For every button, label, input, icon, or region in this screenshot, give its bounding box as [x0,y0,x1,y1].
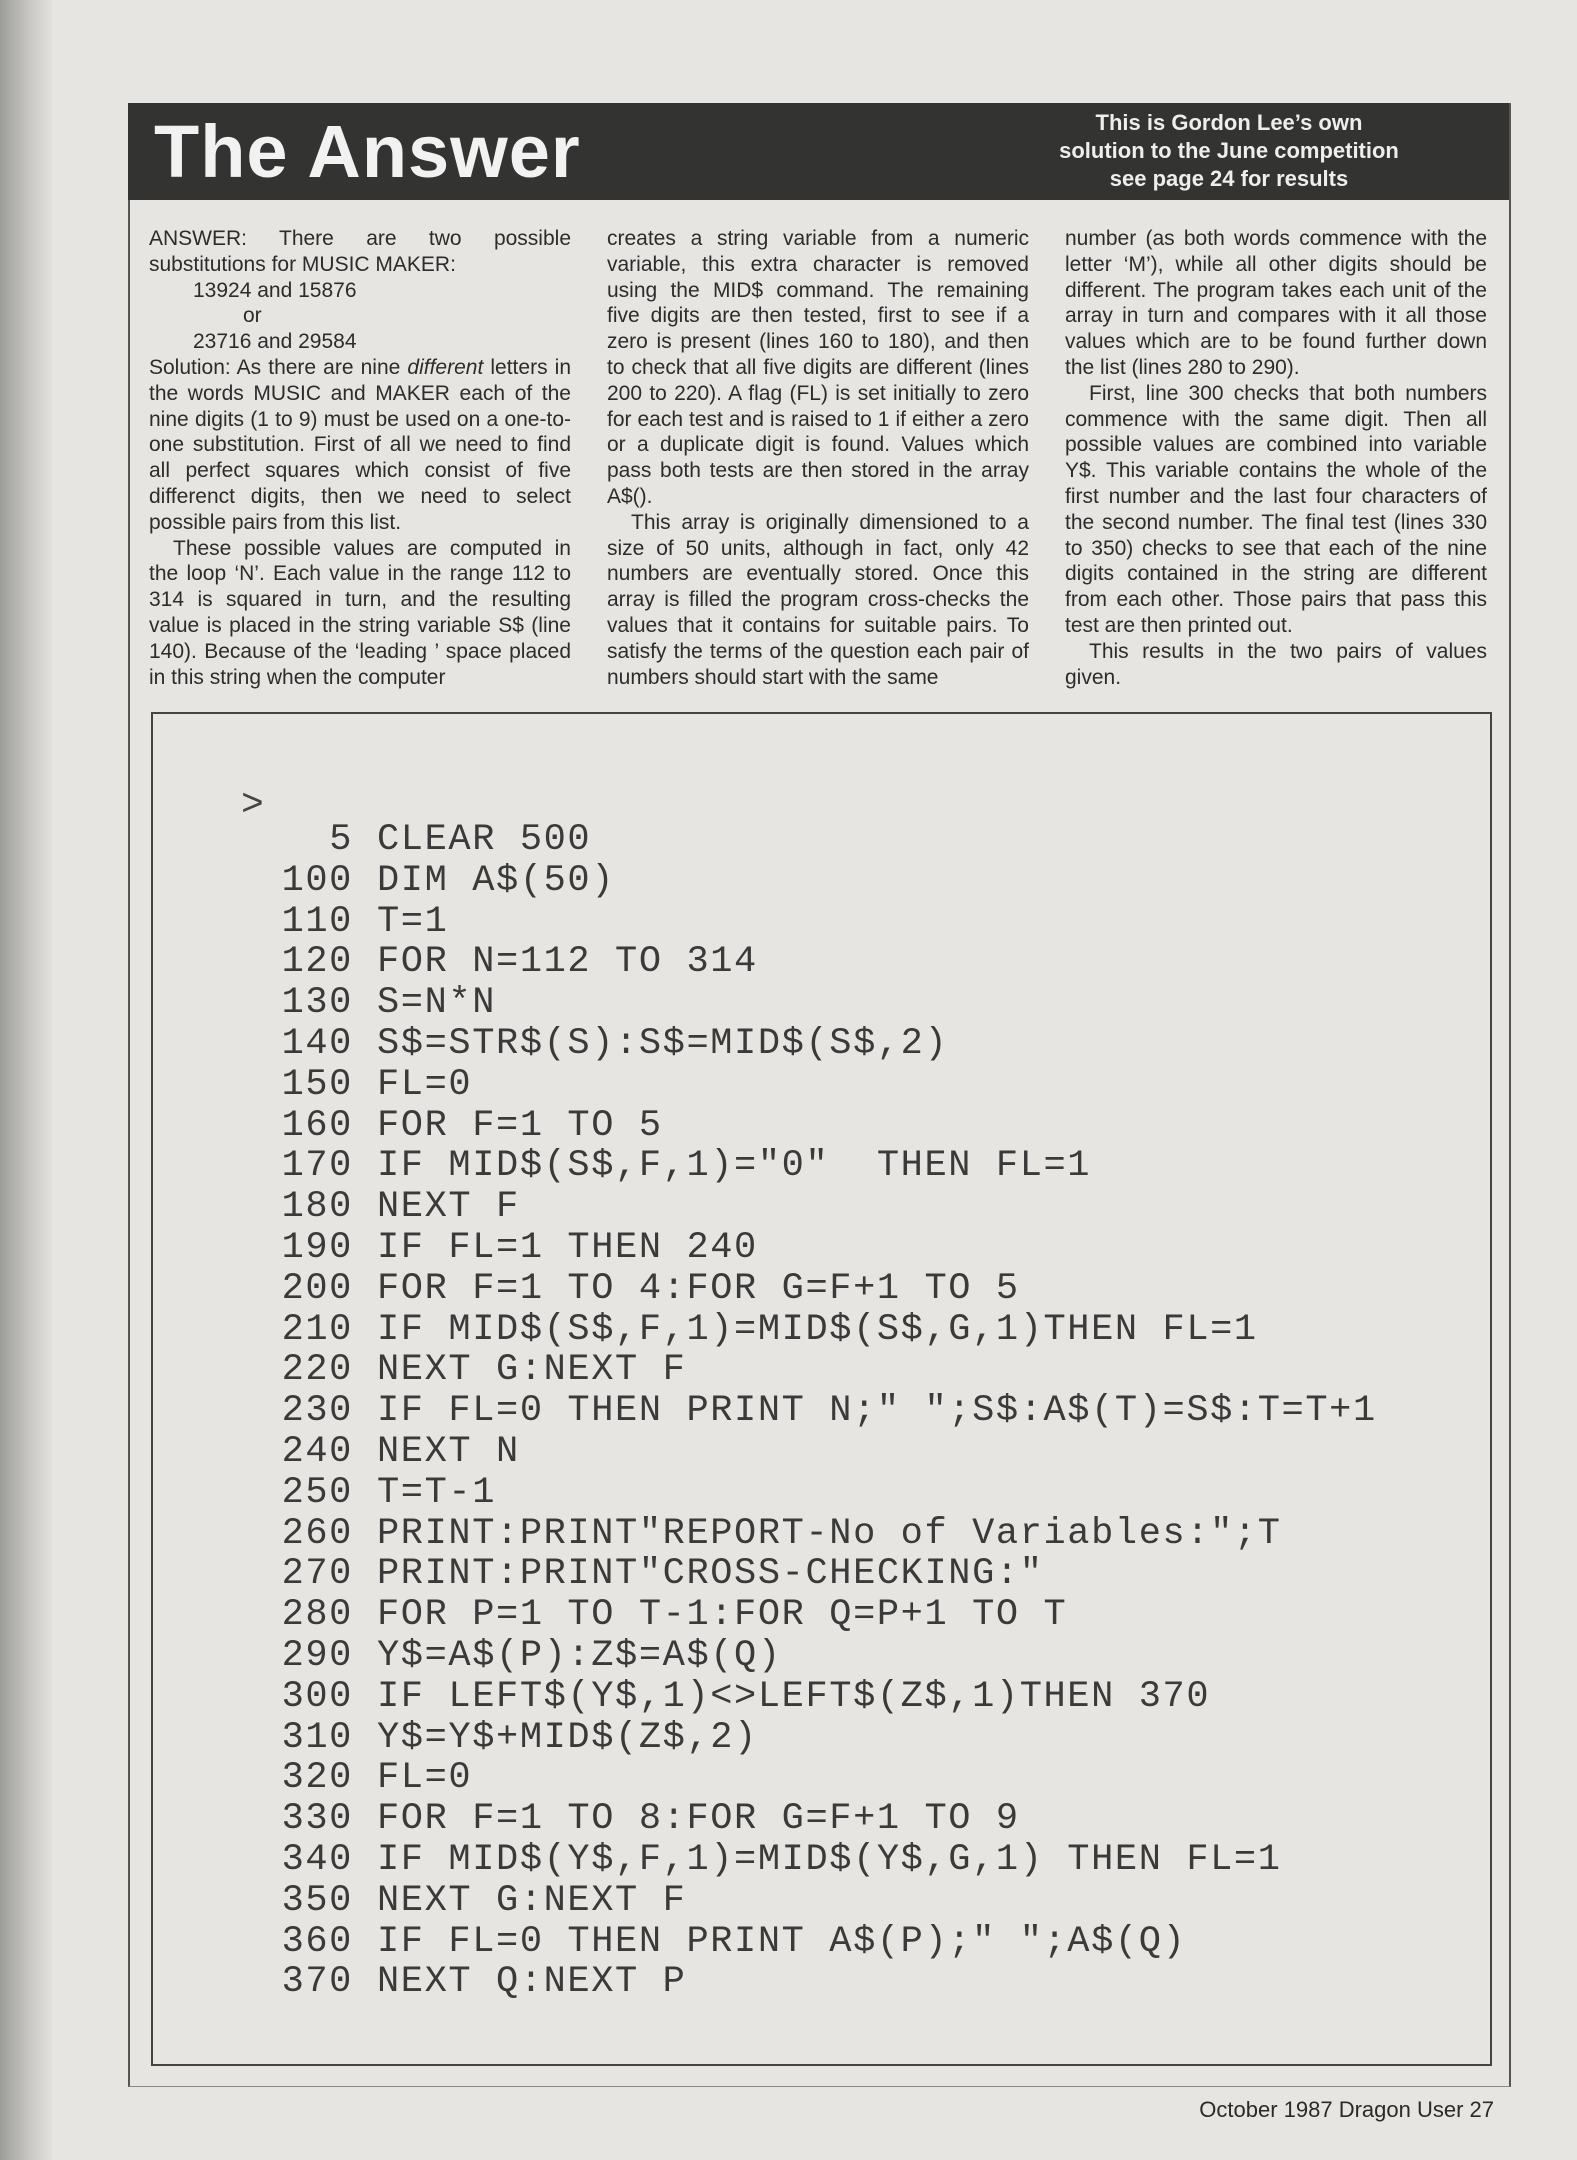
code-line [213,902,1377,943]
code-line [213,1758,1377,1799]
article-header [128,103,1509,200]
code-line [213,1350,1377,1391]
statement: IF FL=0 THEN PRINT N;" ";S$:A$(T)=S$:T=T+1 [377,1390,1377,1433]
code-line [213,1391,1377,1432]
line-number: 290 [281,1634,353,1677]
statement: Y$=A$(P):Z$=A$(Q) [377,1634,782,1677]
statement: FOR P=1 TO T-1:FOR Q=P+1 TO T [377,1594,1068,1637]
subtitle-line: solution to the June competition [1059,138,1399,163]
statement: IF FL=1 THEN 240 [377,1226,758,1269]
paragraph: creates a string variable from a numeric variable, this extra character is removed using the MID$ command. The remaining five digits are then tested, first to see if a zero is present (lines 160 to 180), and then to check that all five digits are different (lines 200 to 220). A flag (FL) is set initially to zero for each test and is raised to 1 if either a zero or a duplicate digit is found. Values which pass both tests are then stored in the array A$(). [607,227,1029,508]
statement: CLEAR 500 [377,819,592,861]
statement: DIM A$(50) [377,859,616,902]
statement: FL=0 [377,1757,473,1800]
line-number: 190 [281,1226,353,1269]
code-line [213,1514,1377,1555]
paragraph: This results in the two pairs of values given. [1065,639,1487,689]
statement: NEXT N [377,1430,520,1473]
code-line [213,1922,1377,1963]
statement: S=N*N [377,982,497,1025]
statement: T=T-1 [377,1471,497,1514]
statement: IF MID$(S$,F,1)=MID$(S$,G,1)THEN FL=1 [377,1308,1258,1351]
statement: IF LEFT$(Y$,1)<>LEFT$(Z$,1)THEN 370 [377,1675,1211,1718]
paragraph [149,355,571,536]
text: Solution: As there are nine [149,355,408,379]
code-line [213,1595,1377,1636]
statement: FOR F=1 TO 5 [377,1104,663,1147]
text-column-1 [149,226,571,690]
line-number: 170 [281,1145,353,1188]
code-line [213,1881,1377,1922]
line-number: 310 [281,1716,353,1759]
statement: IF MID$(S$,F,1)="0" THEN FL=1 [377,1145,1092,1188]
code-line [213,1228,1377,1269]
statement: IF FL=0 THEN PRINT A$(P);" ";A$(Q) [377,1920,1187,1963]
line-number: 130 [281,982,353,1025]
line-number: 120 [281,941,353,984]
line-number: 200 [281,1267,353,1310]
line-number: 160 [281,1104,353,1147]
text: letters in the words MUSIC and MAKER each of the nine digits (1 to 9) must be used on a one-to-one substitution. First of all we need to find all perfect squares which consist of five differenct digits, then we need to select possible pairs from this list. [149,355,571,534]
paragraph: This array is originally dimensioned to a size of 50 units, although in fact, only 42 numbers are eventually stored. Once this array is filled the program cross-checks the values that it contains for suitable pairs. To satisfy the terms of the question each pair of numbers should start with the same [607,510,1029,689]
page-footer: October 1987 Dragon User 27 [1199,2097,1494,2122]
code-line [213,1840,1377,1881]
code-line [213,1269,1377,1310]
code-line [213,1146,1377,1187]
line-number: 250 [281,1471,353,1514]
text-column-2 [607,226,1029,690]
statement: FL=0 [377,1063,473,1106]
paragraph: These possible values are computed in the loop ‘N’. Each value in the range 112 to 314 is squared in turn, and the resulting value is placed in the string variable S$ (line 140). Because of the ‘leading ’ space placed in this string when the computer [149,536,571,689]
line-number: 360 [281,1920,353,1963]
statement: Y$=Y$+MID$(Z$,2) [377,1716,758,1759]
statement: NEXT Q:NEXT P [377,1961,687,2004]
answer-pair-2: 23716 and 29584 [193,330,357,354]
article-subtitle [1019,109,1439,193]
subtitle-line: This is Gordon Lee’s own [1095,110,1363,135]
line-number: 330 [281,1798,353,1841]
line-number: 100 [281,859,353,902]
code-line [213,1677,1377,1718]
statement: FOR F=1 TO 4:FOR G=F+1 TO 5 [377,1267,1020,1310]
code-line [213,1554,1377,1595]
code-line [213,1024,1377,1065]
statement: NEXT G:NEXT F [377,1879,687,1922]
code-line [213,1799,1377,1840]
line-number: 110 [281,900,353,943]
code-line [213,1106,1377,1147]
line-number: 140 [281,1022,353,1065]
statement: FOR N=112 TO 314 [377,941,758,984]
code-line [213,1718,1377,1759]
or-text: or [243,304,262,328]
line-number: 230 [281,1390,353,1433]
program-listing [151,712,1492,2066]
statement: PRINT:PRINT"REPORT-No of Variables:";T [377,1512,1282,1555]
code-line [213,1636,1377,1677]
line-number: 280 [281,1594,353,1637]
code-line [213,983,1377,1024]
statement: PRINT:PRINT"CROSS-CHECKING:" [377,1553,1044,1596]
paragraph: ANSWER: There are two possible substitutions for MUSIC MAKER: [149,227,571,276]
line-number: 370 [281,1961,353,2004]
line-number: 180 [281,1186,353,1229]
line-number: 270 [281,1553,353,1596]
text-column-3 [1065,226,1487,690]
code-lines [213,820,1377,2003]
statement: FOR F=1 TO 8:FOR G=F+1 TO 9 [377,1798,1020,1841]
paragraph: number (as both words commence with the letter ‘M’), while all other digits should be different. The program takes each unit of the array in turn and compares with it all those values which are to be found further down the list (lines 280 to 290). [1065,227,1487,379]
subtitle-line: see page 24 for results [1109,166,1349,191]
code-line [213,1962,1377,2003]
line-number: 210 [281,1308,353,1351]
statement: NEXT G:NEXT F [377,1349,687,1392]
statement: S$=STR$(S):S$=MID$(S$,2) [377,1022,949,1065]
line-number: 150 [281,1063,353,1106]
line-number: 320 [281,1757,353,1800]
page-gutter-shadow [0,0,52,2160]
line-number: 260 [281,1512,353,1555]
paragraph: First, line 300 checks that both numbers commence with the same digit. Then all possible values are combined into variable Y$. This variable contains the whole of the first number and the last four characters of the second number. The final test (lines 330 to 350) checks to see that each of the nine digits contained in the string are different from each other. Those pairs that pass this test are then printed out. [1065,381,1487,637]
code-line [213,1473,1377,1514]
line-number: 220 [281,1349,353,1392]
basic-prompt: > [241,784,264,827]
statement: T=1 [377,900,449,943]
line-number: 340 [281,1838,353,1881]
code-line [213,1065,1377,1106]
statement: NEXT F [377,1186,520,1229]
line-number: 300 [281,1675,353,1718]
code-line [213,861,1377,902]
code-line [213,820,1377,861]
answer-pair-1: 13924 and 15876 [193,278,357,302]
line-number: 350 [281,1879,353,1922]
code-line [213,1432,1377,1473]
article-title: The Answer [154,110,581,193]
line-number: 5 [329,819,353,861]
emphasis: different [407,355,484,379]
code-line [213,942,1377,983]
statement: IF MID$(Y$,F,1)=MID$(Y$,G,1) THEN FL=1 [377,1838,1282,1881]
line-number: 240 [281,1430,353,1473]
code-line [213,1187,1377,1228]
code-line [213,1310,1377,1351]
